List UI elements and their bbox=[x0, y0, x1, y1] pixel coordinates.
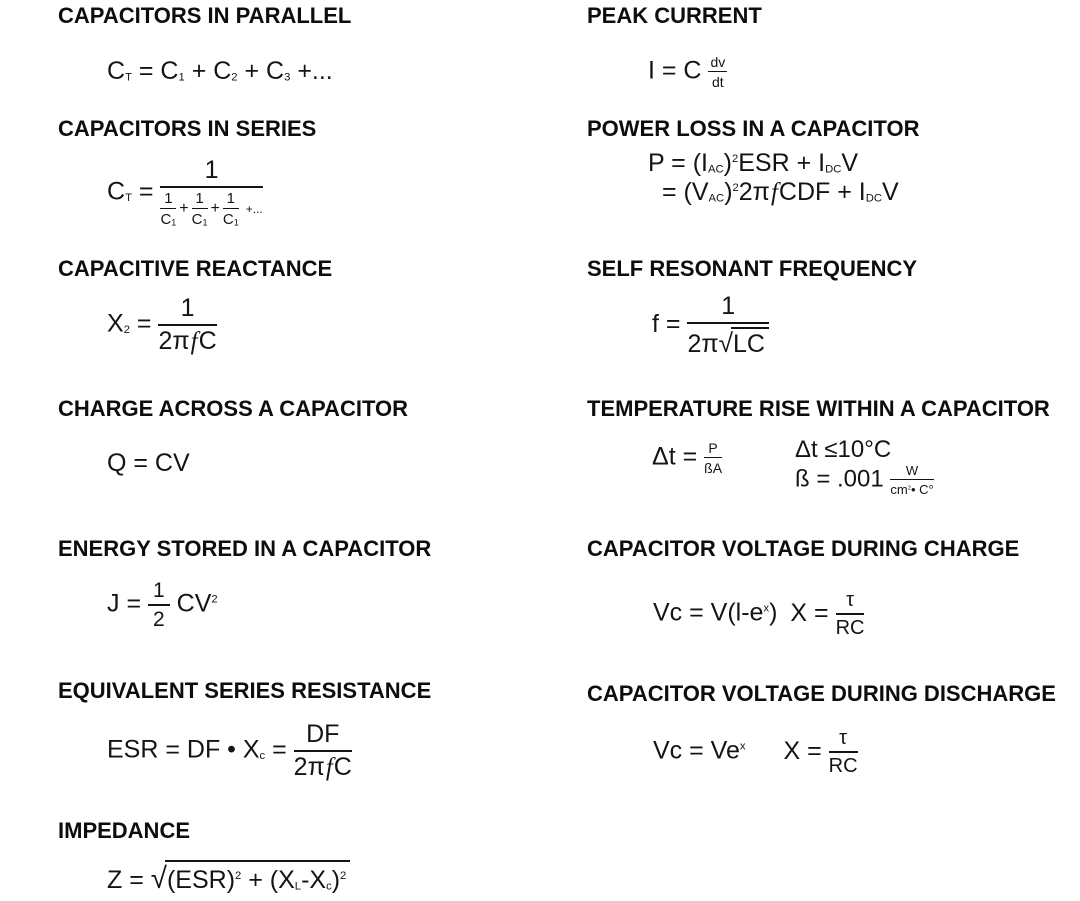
subscript: 1 bbox=[202, 217, 208, 228]
superscript: 2 bbox=[211, 593, 218, 606]
fraction bbox=[192, 191, 208, 228]
radical-sign: √ bbox=[150, 862, 167, 895]
condition-line bbox=[795, 464, 934, 496]
formula-capacitors-in-parallel bbox=[107, 56, 333, 87]
subscript: c bbox=[259, 749, 266, 762]
formula-term: C bbox=[107, 57, 126, 85]
fraction-denominator bbox=[158, 326, 216, 354]
formula-term: C bbox=[333, 753, 352, 781]
formula-term: 2π bbox=[738, 178, 770, 206]
fraction-numerator: W bbox=[890, 464, 933, 480]
fraction-denominator: dt bbox=[711, 74, 724, 90]
equals-sign: = bbox=[129, 309, 159, 338]
formula-term: Vc = Ve bbox=[653, 736, 740, 765]
formula-term: X = bbox=[783, 736, 829, 765]
formula-term: C bbox=[160, 211, 172, 228]
formula-term: + C bbox=[237, 57, 285, 85]
fraction-denominator bbox=[223, 209, 239, 228]
formula-term: ) bbox=[723, 149, 732, 177]
formula-term: Vc = V(l-e bbox=[653, 598, 764, 627]
subscript: 1 bbox=[171, 217, 177, 228]
formula-charge bbox=[107, 448, 190, 479]
fraction-numerator: DF bbox=[294, 722, 352, 752]
fraction-numerator: 1 bbox=[160, 158, 262, 188]
subscript: 2 bbox=[123, 323, 130, 336]
fraction bbox=[160, 158, 262, 228]
fraction-numerator: τ bbox=[829, 728, 858, 753]
heading-voltage-during-discharge: CAPACITOR VOLTAGE DURING DISCHARGE bbox=[587, 681, 1056, 706]
formula-capacitors-in-series bbox=[107, 158, 263, 228]
heading-capacitors-in-series: CAPACITORS IN SERIES bbox=[58, 116, 317, 141]
superscript: 2 bbox=[731, 153, 739, 165]
superscript: x bbox=[739, 740, 746, 753]
equals-sign: = bbox=[131, 177, 161, 206]
fraction bbox=[160, 191, 176, 228]
fraction bbox=[158, 296, 216, 354]
subscript: AC bbox=[708, 192, 725, 205]
fraction-numerator: τ bbox=[836, 590, 865, 615]
fraction-numerator: dv bbox=[710, 54, 726, 70]
formula-term: C bbox=[191, 211, 203, 228]
heading-charge-across-a-capacitor: CHARGE ACROSS A CAPACITOR bbox=[58, 396, 408, 421]
superscript: 2 bbox=[235, 870, 242, 882]
subscript: 3 bbox=[284, 71, 291, 84]
formula-term: ESR = DF • X bbox=[107, 735, 260, 764]
formula-term: + C bbox=[184, 57, 232, 85]
formula-term: +... bbox=[290, 57, 333, 85]
fraction-numerator: 1 bbox=[160, 191, 176, 209]
formula-term: C bbox=[198, 327, 217, 355]
condition-line: Δt ≤10°C bbox=[795, 436, 892, 463]
radicand: LC bbox=[731, 327, 769, 357]
fraction-denominator: ßA bbox=[704, 460, 723, 476]
fraction-denominator: RC bbox=[835, 617, 865, 639]
superscript: 2 bbox=[732, 182, 739, 194]
formula-term: ß = .001 bbox=[795, 465, 891, 493]
formula-power-loss-line1 bbox=[648, 148, 858, 179]
formula-term: Δt = bbox=[652, 442, 705, 471]
italic-f: f bbox=[325, 754, 333, 781]
fraction-numerator: 1 bbox=[148, 580, 170, 606]
formula-energy-stored bbox=[107, 580, 218, 630]
heading-temperature-rise: TEMPERATURE RISE WITHIN A CAPACITOR bbox=[587, 396, 1050, 421]
fraction bbox=[829, 728, 858, 776]
formula-term: CDF + I bbox=[778, 178, 866, 206]
formula-term: C bbox=[222, 211, 234, 228]
formula-term: = (V bbox=[662, 178, 709, 206]
fraction bbox=[148, 580, 170, 630]
formula-term: P = (I bbox=[648, 149, 708, 177]
formula-term: X bbox=[107, 309, 124, 338]
fraction-denominator bbox=[890, 480, 933, 496]
subscript: 1 bbox=[178, 71, 185, 84]
formula-term: ) bbox=[331, 866, 341, 894]
heading-energy-stored: ENERGY STORED IN A CAPACITOR bbox=[58, 536, 432, 561]
ellipsis-term: +... bbox=[245, 202, 263, 217]
formula-impedance bbox=[107, 860, 350, 896]
formula-voltage-during-discharge bbox=[653, 728, 858, 776]
fraction bbox=[687, 294, 769, 357]
formula-term: -X bbox=[301, 866, 327, 894]
subscript: 2 bbox=[231, 71, 238, 84]
plus-sign: + bbox=[210, 200, 220, 218]
formula-capacitive-reactance bbox=[107, 296, 217, 354]
formula-self-resonant-frequency bbox=[652, 294, 769, 357]
radicand bbox=[165, 860, 350, 896]
superscript: x bbox=[763, 602, 770, 615]
subscript: T bbox=[125, 191, 132, 204]
formula-term: C bbox=[107, 177, 126, 206]
fraction-denominator bbox=[160, 209, 176, 228]
formula-term: 2π bbox=[687, 330, 719, 358]
radical-sign: √ bbox=[718, 328, 734, 358]
formula-term: V bbox=[881, 178, 899, 206]
formula-term: (ESR) bbox=[166, 866, 236, 894]
formula-term: • C° bbox=[911, 482, 934, 498]
heading-capacitors-in-parallel: CAPACITORS IN PARALLEL bbox=[58, 3, 352, 28]
square-root bbox=[719, 327, 769, 357]
formula-term: I = C bbox=[648, 56, 709, 85]
subscript: DC bbox=[825, 163, 842, 176]
equals-sign: = bbox=[265, 735, 294, 764]
formula-term: f = bbox=[652, 310, 688, 339]
temperature-rise-conditions bbox=[795, 436, 934, 496]
formula-term: ) bbox=[769, 598, 778, 627]
formula-esr bbox=[107, 722, 352, 780]
fraction bbox=[890, 464, 933, 496]
subscript: 1 bbox=[233, 217, 239, 228]
fraction-numerator: 1 bbox=[223, 191, 239, 209]
formula-temperature-rise bbox=[652, 441, 722, 475]
formula-term: Z = bbox=[107, 866, 151, 894]
formula-term: X = bbox=[790, 598, 836, 627]
italic-f: f bbox=[190, 328, 198, 355]
formula-term: CV bbox=[169, 589, 212, 618]
formula-term: ) bbox=[724, 178, 733, 206]
formula-term: 2π bbox=[158, 327, 190, 355]
subscript: DC bbox=[865, 192, 882, 205]
fraction-denominator: RC bbox=[828, 755, 858, 777]
superscript: 2 bbox=[340, 870, 347, 882]
heading-impedance: IMPEDANCE bbox=[58, 818, 191, 843]
fraction bbox=[294, 722, 352, 780]
subscript: T bbox=[125, 71, 132, 84]
subscript: c bbox=[326, 880, 332, 893]
formula-term: Q = CV bbox=[107, 449, 190, 477]
fraction-denominator bbox=[294, 752, 352, 780]
subscript: L bbox=[294, 880, 302, 893]
heading-capacitive-reactance: CAPACITIVE REACTANCE bbox=[58, 256, 333, 281]
fraction bbox=[704, 441, 722, 475]
heading-power-loss: POWER LOSS IN A CAPACITOR bbox=[587, 116, 920, 141]
fraction-denominator: 2 bbox=[153, 608, 165, 631]
fraction-numerator: P bbox=[704, 441, 722, 458]
fraction-denominator bbox=[160, 188, 262, 228]
formula-term: ESR + I bbox=[738, 149, 826, 177]
formula-term: + (X bbox=[241, 866, 295, 894]
heading-peak-current: PEAK CURRENT bbox=[587, 3, 762, 28]
formula-term: 2π bbox=[293, 753, 325, 781]
formula-power-loss-line2 bbox=[662, 177, 899, 208]
fraction-numerator: 1 bbox=[687, 294, 769, 324]
fraction-denominator bbox=[687, 324, 769, 357]
heading-equivalent-series-resistance: EQUIVALENT SERIES RESISTANCE bbox=[58, 678, 432, 703]
heading-self-resonant-frequency: SELF RESONANT FREQUENCY bbox=[587, 256, 918, 281]
formula-term: cm bbox=[890, 482, 908, 498]
fraction-numerator: 1 bbox=[158, 296, 216, 326]
superscript: 2 bbox=[907, 485, 911, 492]
plus-sign: + bbox=[179, 200, 189, 218]
formula-term: = C bbox=[131, 57, 179, 85]
formula-term: J = bbox=[107, 589, 148, 618]
fraction bbox=[708, 55, 727, 89]
heading-voltage-during-charge: CAPACITOR VOLTAGE DURING CHARGE bbox=[587, 536, 1020, 561]
formula-peak-current bbox=[648, 55, 727, 89]
square-root bbox=[151, 860, 351, 896]
formula-voltage-during-charge bbox=[653, 590, 864, 638]
formula-term: V bbox=[841, 149, 859, 177]
italic-f: f bbox=[770, 179, 778, 206]
fraction-denominator bbox=[192, 209, 208, 228]
subscript: AC bbox=[708, 163, 724, 176]
fraction-numerator: 1 bbox=[192, 191, 208, 209]
fraction bbox=[223, 191, 239, 228]
fraction bbox=[836, 590, 865, 638]
